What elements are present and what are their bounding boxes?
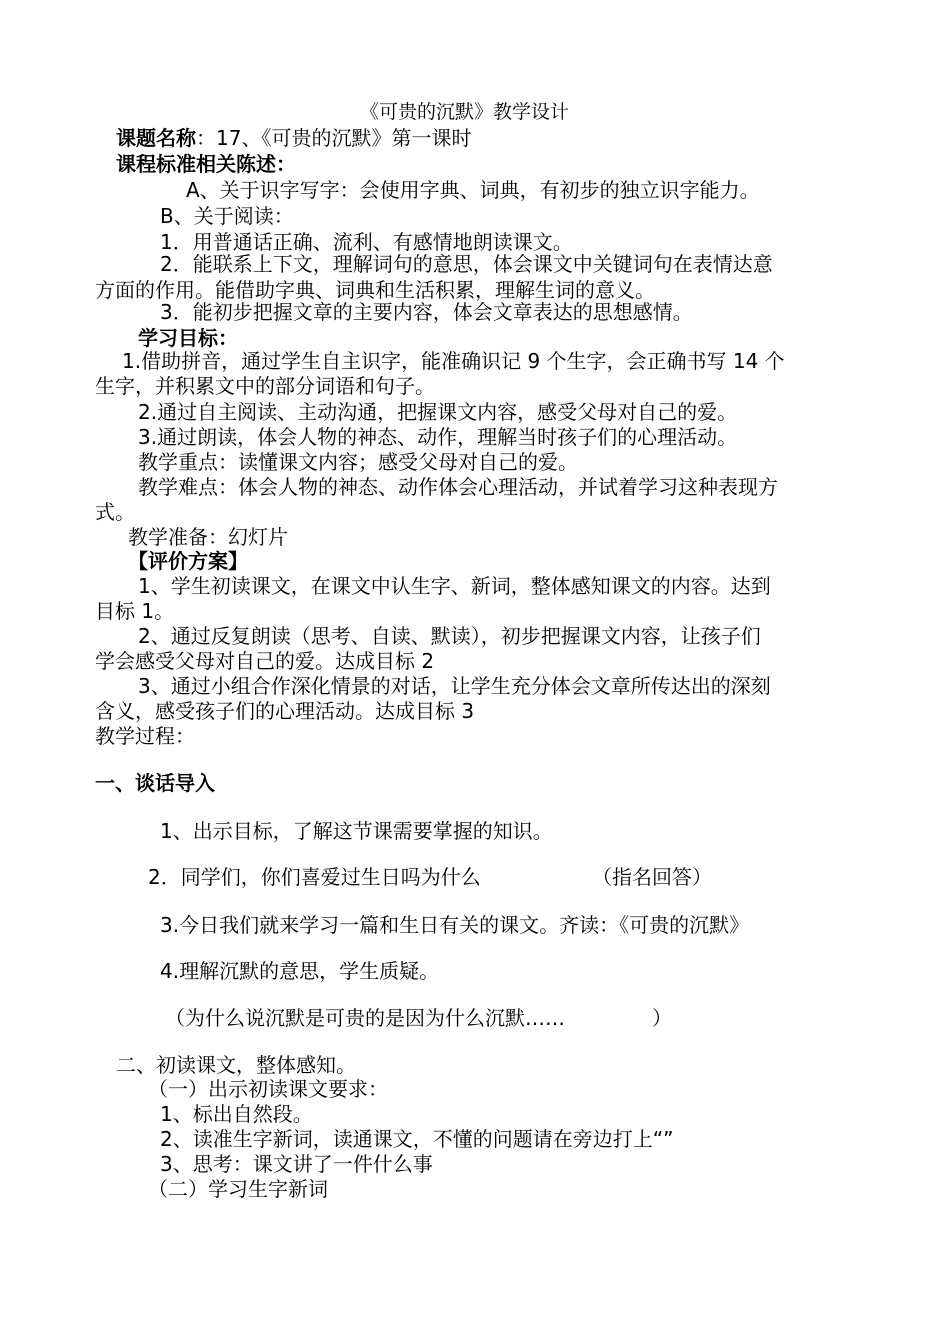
section-1-item-5: （为什么说沉默是可贵的是因为什么沉默…… (165, 1006, 565, 1030)
document-title: 《可贵的沉默》教学设计 (360, 101, 570, 123)
section-2-item-1: 1、标出自然段。 (160, 1102, 313, 1126)
section-2-title: 二、初读课文，整体感知。 (116, 1053, 356, 1077)
section-1-item-5-close: ） (652, 1006, 672, 1030)
evaluation-2: 2、通过反复朗读（思考、自读、默读），初步把握课文内容，让孩子们 (138, 624, 761, 648)
evaluation-2-cont: 学会感受父母对自己的爱。达成目标 2 (95, 649, 435, 673)
key-point: 教学重点：读懂课文内容；感受父母对自己的爱。 (138, 450, 578, 474)
reading-item-2-cont: 方面的作用。能借助字典、词典和生活积累，理解生词的意义。 (95, 278, 655, 302)
section-1-item-3: 3.今日我们就来学习一篇和生日有关的课文。齐读：《可贵的沉默》 (160, 913, 750, 937)
evaluation-3-cont: 含义，感受孩子们的心理活动。达成目标 3 (95, 699, 475, 723)
section-1-item-2: 2．同学们，你们喜爱过生日吗为什么 (148, 865, 481, 889)
section-1-item-1: 1、出示目标，了解这节课需要掌握的知识。 (160, 819, 553, 843)
goal-2: 2.通过自主阅读、主动沟通，把握课文内容，感受父母对自己的爱。 (138, 400, 738, 424)
topic-value: ：17、《可贵的沉默》第一课时 (196, 126, 472, 150)
preparation: 教学准备：幻灯片 (128, 525, 288, 549)
process-heading: 教学过程： (95, 724, 195, 748)
goals-heading: 学习目标： (138, 326, 238, 350)
evaluation-3: 3、通过小组合作深化情景的对话，让学生充分体会文章所传达出的深刻 (138, 674, 771, 698)
standard-a: A、关于识字写字：会使用字典、词典，有初步的独立识字能力。 (186, 178, 760, 202)
goal-1-cont: 生字，并积累文中的部分词语和句子。 (95, 374, 435, 398)
standards-heading: 课程标准相关陈述： (116, 152, 296, 176)
difficulty-cont: 式。 (95, 500, 135, 524)
reading-item-3: 3．能初步把握文章的主要内容，体会文章表达的思想感情。 (160, 300, 693, 324)
section-2-sub-1: （一）出示初读课文要求： (148, 1077, 388, 1101)
topic-line (116, 125, 471, 151)
reading-item-2: 2．能联系上下文，理解词句的意思，体会课文中关键词句在表情达意 (160, 252, 773, 276)
topic-label: 课题名称 (116, 126, 196, 150)
standard-b: B、关于阅读： (160, 204, 294, 228)
section-2-sub-2: （二）学习生字新词 (148, 1177, 328, 1201)
section-1-item-2-note: （指名回答） (592, 865, 712, 889)
section-2-item-3: 3、思考：课文讲了一件什么事 (160, 1152, 433, 1176)
reading-item-1: 1．用普通话正确、流利、有感情地朗读课文。 (160, 230, 573, 254)
goal-1: 1.借助拼音，通过学生自主识字，能准确识记 9 个生字，会正确书写 14 个 (122, 349, 785, 373)
section-1-item-4: 4.理解沉默的意思，学生质疑。 (160, 959, 440, 983)
section-2-item-2: 2、读准生字新词，读通课文，不懂的问题请在旁边打上“” (160, 1127, 674, 1151)
evaluation-heading: 【评价方案】 (128, 549, 248, 573)
goal-3: 3.通过朗读，体会人物的神态、动作，理解当时孩子们的心理活动。 (138, 425, 738, 449)
section-1-title: 一、谈话导入 (95, 771, 215, 795)
evaluation-1-cont: 目标 1。 (95, 599, 175, 623)
difficulty: 教学难点：体会人物的神态、动作体会心理活动，并试着学习这种表现方 (138, 475, 778, 499)
evaluation-1: 1、学生初读课文，在课文中认生字、新词，整体感知课文的内容。达到 (138, 574, 771, 598)
